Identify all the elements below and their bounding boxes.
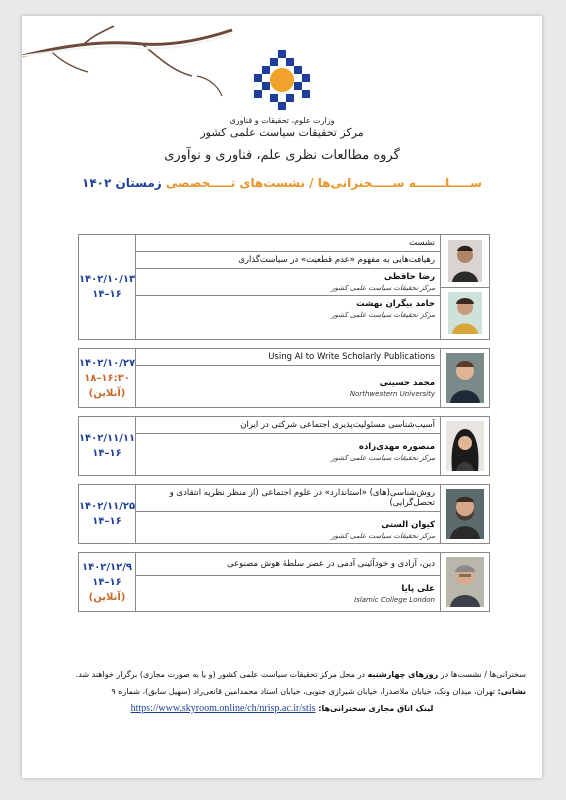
- speaker-affiliation: مرکز تحقیقات سیاست علمی کشور: [331, 284, 435, 292]
- session-row: [78, 234, 490, 340]
- speaker-cell: [136, 576, 440, 607]
- session-date: ۱۴۰۲/۱۰/۱۳: [78, 274, 136, 285]
- series-lead: ســـــلـــــــه ســـــخنرانی‌ها: [317, 176, 482, 190]
- footer-room: [38, 700, 526, 717]
- session-content: [136, 417, 440, 475]
- speaker-photo: [441, 349, 489, 407]
- session-content: [136, 235, 440, 339]
- session-dates: [79, 349, 136, 407]
- speaker-name: علی پایا: [401, 584, 435, 594]
- speaker-name: حامد بیگران بهشت: [356, 299, 435, 309]
- person-photo-icon: [446, 353, 484, 403]
- session-title: رهیافت‌هایی به مفهوم «عدم قطعیت» در سیاست‌گذاری: [136, 252, 440, 269]
- session-kind: نشست: [136, 235, 440, 252]
- speaker-affiliation: مرکز تحقیقات سیاست علمی کشور: [331, 311, 435, 319]
- series-mid: نشست‌های تـــــخصصی: [165, 176, 305, 190]
- person-photo-icon: [446, 421, 484, 471]
- series-season: زمستان ۱۴۰۲: [82, 176, 162, 190]
- session-time: ۱۴–۱۶: [92, 289, 122, 300]
- address-text: تهران، میدان ونک، خیابان ملاصدرا، خیابان شیرازی جنوبی، خیابان استاد محمدامین قانعی‌راد (سهیل سابق)، شماره ۹: [111, 687, 498, 696]
- person-photo-icon: [446, 557, 484, 607]
- session-content: [136, 485, 440, 543]
- speaker-photos: [440, 349, 489, 407]
- session-date: ۱۴۰۲/۱۲/۹: [81, 561, 133, 573]
- session-content: [136, 553, 440, 611]
- session-dates: [79, 417, 136, 475]
- speaker-cell: [136, 366, 440, 401]
- series-separator: /: [304, 176, 314, 190]
- footer-address: [38, 683, 526, 700]
- session-dates: [79, 553, 136, 611]
- session-row: [78, 416, 490, 476]
- speaker-name: رضا حافظی: [383, 272, 435, 282]
- branch-illustration: [22, 16, 252, 106]
- session-row: [78, 484, 490, 544]
- session-time: ۱۴–۱۶: [92, 448, 122, 459]
- online-badge: (آنلاین): [88, 591, 126, 603]
- speaker-name: منصوره مهدی‌زاده: [358, 442, 435, 452]
- speaker-photo: [441, 288, 489, 340]
- speaker-photo: [441, 417, 489, 475]
- session-title: دین، آزادی و خودآئینی آدمی در عصر سلطهٔ هوش مصنوعی: [136, 553, 440, 576]
- online-badge: (آنلاین): [88, 387, 126, 399]
- session-date: ۱۴۰۲/۱۱/۱۱: [78, 433, 136, 444]
- session-dates: [79, 485, 136, 543]
- speaker-affiliation: مرکز تحقیقات سیاست علمی کشور: [331, 532, 435, 540]
- session-row: [78, 348, 490, 408]
- speaker-affiliation: Islamic College London: [354, 596, 435, 604]
- poster-page: [22, 16, 542, 778]
- room-label: لینک اتاق مجازی سخنرانی‌ها:: [315, 704, 434, 713]
- speaker-cell: [136, 512, 440, 543]
- institute-name: مرکز تحقیقات سیاست علمی کشور: [200, 126, 364, 139]
- address-label: نشانی:: [497, 687, 526, 696]
- speaker-photos: [440, 553, 489, 611]
- footer-schedule: سخنرانی‌ها / نشست‌ها در روزهای چهارشنبه در محل مرکز تحقیقات سیاست علمی کشور (و یا به صورت مجازی) برگزار خواهند شد.: [75, 670, 526, 679]
- session-content: [136, 349, 440, 407]
- session-title: Using AI to Write Scholarly Publications: [136, 349, 440, 366]
- institute-logo: [250, 50, 314, 114]
- speaker-photo: [441, 485, 489, 543]
- session-title: روش‌شناسی(های) «استاندارد» در علوم اجتماعی (از منظر نظریه انتقادی و تحصل‌گرایی): [136, 485, 440, 512]
- speaker-name: محمد حسینی: [379, 378, 435, 388]
- speaker-photos: [440, 485, 489, 543]
- speaker-affiliation: مرکز تحقیقات سیاست علمی کشور: [331, 454, 435, 462]
- session-time: ۱۴–۱۶: [92, 516, 122, 527]
- session-date: ۱۴۰۲/۱۱/۲۵: [78, 501, 136, 512]
- session-dates: [79, 235, 136, 339]
- speaker-photos: [440, 417, 489, 475]
- ministry-name: وزارت علوم، تحقیقات و فناوری: [229, 116, 335, 125]
- speaker-cell: [136, 269, 440, 296]
- speaker-photos: [440, 235, 489, 339]
- speaker-name: کیوان الستی: [381, 520, 435, 530]
- group-name: گروه مطالعات نظری علم، فناوری و نوآوری: [164, 148, 400, 163]
- speaker-cell: [136, 296, 440, 322]
- speaker-photo: [441, 235, 489, 288]
- session-title: آسیب‌شناسی مسئولیت‌پذیری اجتماعی شرکتی در ایران: [136, 417, 440, 434]
- speaker-cell: [136, 434, 440, 465]
- session-time: ۱۴–۱۶: [92, 576, 122, 588]
- session-time: ۱۸–۱۶:۳۰: [84, 372, 130, 384]
- sessions-table: [78, 234, 490, 620]
- person-photo-icon: [448, 292, 482, 334]
- footer-notes: [22, 666, 542, 717]
- person-photo-icon: [448, 240, 482, 282]
- session-date: ۱۴۰۲/۱۰/۲۷: [78, 357, 136, 369]
- session-row: [78, 552, 490, 612]
- room-link[interactable]: https://www.skyroom.online/ch/nrisp.ac.ir/stis: [130, 703, 316, 714]
- series-title: [22, 176, 542, 190]
- speaker-photo: [441, 553, 489, 611]
- person-photo-icon: [446, 489, 484, 539]
- speaker-affiliation: Northwestern University: [349, 390, 435, 398]
